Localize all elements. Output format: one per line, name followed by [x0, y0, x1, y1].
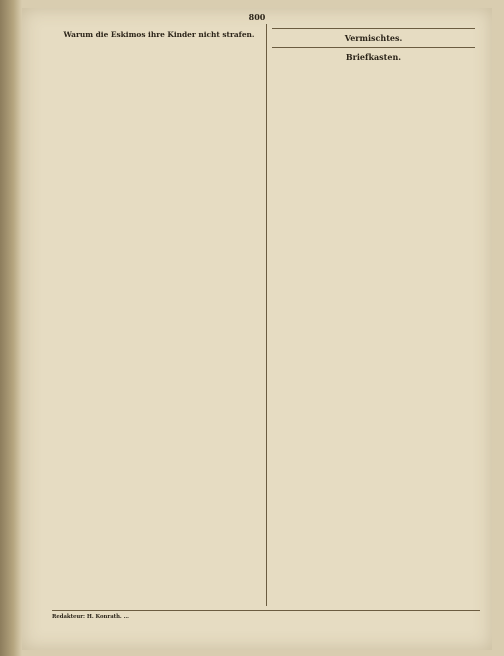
left-column: [52, 24, 266, 606]
article-title: Warum die Eskimos ihre Kinder nicht strafen.: [63, 30, 255, 39]
book-binding-shadow: [0, 0, 22, 656]
section-divider: [272, 47, 475, 48]
text-columns: [52, 24, 480, 606]
newspaper-page: [22, 8, 492, 650]
section-divider: [272, 28, 475, 29]
page-number: 800: [248, 12, 266, 22]
right-column: [266, 24, 480, 606]
section-title-briefkasten: Briefkasten.: [345, 52, 402, 62]
section-title-vermischtes: Vermischtes.: [344, 33, 403, 43]
imprint-footer: Redakteur: H. Konrath. …: [52, 610, 480, 621]
